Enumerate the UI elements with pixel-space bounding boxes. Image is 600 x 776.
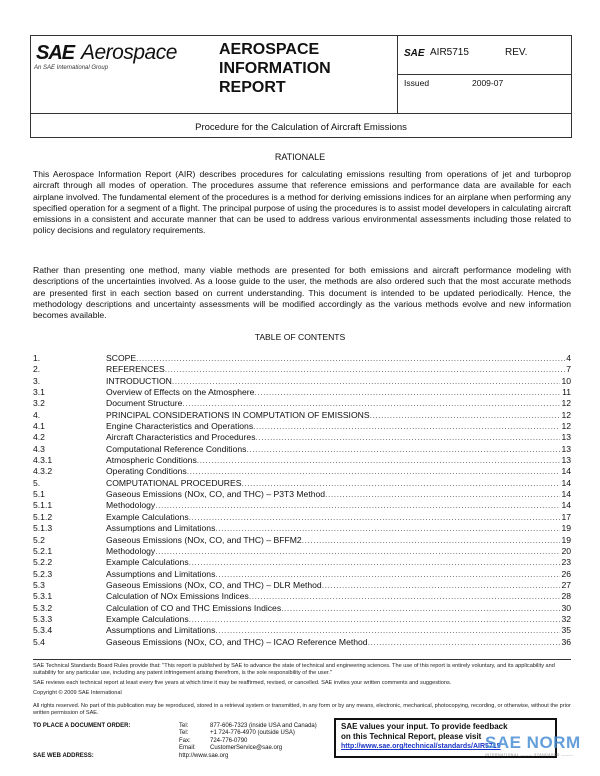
toc-leader-dots: [172, 376, 561, 387]
toc-entry[interactable]: [33, 444, 571, 455]
toc-title: Gaseous Emissions (NOx, CO, and THC) – P3T3 Method: [106, 489, 326, 500]
title-line-2: INFORMATION: [219, 60, 331, 77]
toc-title: Assumptions and Limitations: [106, 568, 216, 579]
toc-number: 3.: [33, 375, 41, 386]
toc-number: 5.1.3: [33, 523, 53, 534]
toc-entry[interactable]: [33, 500, 571, 511]
board-rules-text: SAE Technical Standards Board Rules provide that: "This report is published by SAE to advance the state of technical and engineering sciences. The use of this report is entirely voluntary, and its applicability and suitability for any particular use, including any patent infringement arising therefrom, is the sole responsibility of the user.": [33, 663, 555, 676]
toc-heading: TABLE OF CONTENTS: [254, 332, 346, 342]
issued-date: 2009-07: [472, 78, 504, 88]
toc-page-number: 19: [561, 534, 571, 545]
toc-entry[interactable]: [33, 376, 571, 387]
toc-entry[interactable]: [33, 364, 571, 375]
toc-leader-dots: [187, 466, 561, 477]
toc-title: Example Calculations: [106, 613, 189, 624]
toc-title: Gaseous Emissions (NOx, CO, and THC) – BFFM2: [106, 534, 302, 545]
contact-label: Fax:: [179, 737, 191, 744]
toc-entry[interactable]: [33, 466, 571, 477]
watermark-subtext: INTERNATIONAL ——— STANDARDS ———: [485, 753, 574, 757]
toc-number: 3.1: [33, 387, 45, 398]
divider: [398, 74, 572, 75]
toc-number: 5.3: [33, 579, 45, 590]
toc-leader-dots: [189, 614, 561, 625]
toc-number: 5.2.3: [33, 568, 53, 579]
logo-brand: SAE: [36, 42, 75, 64]
toc-entry[interactable]: [33, 580, 571, 591]
toc-page-number: 30: [561, 602, 571, 613]
toc-entry[interactable]: [33, 614, 571, 625]
phone-inside-usa: 877-606-7323 (inside USA and Canada): [210, 723, 317, 729]
toc-leader-dots: [189, 512, 561, 523]
toc-number: 5.2.1: [33, 545, 53, 556]
toc-page-number: 12: [561, 398, 571, 409]
toc-leader-dots: [189, 557, 561, 568]
title-line-1: AEROSPACE: [219, 41, 320, 58]
issued-label: Issued: [404, 78, 430, 88]
toc-page-number: 13: [561, 455, 571, 466]
toc-title: Example Calculations: [106, 557, 189, 568]
toc-entry[interactable]: [33, 569, 571, 580]
toc-page-number: 10: [561, 375, 571, 386]
toc-title: REFERENCES: [106, 364, 165, 375]
toc-entry[interactable]: [33, 603, 571, 614]
toc-title: INTRODUCTION: [106, 375, 172, 386]
web-address-link[interactable]: http://www.sae.org: [179, 753, 229, 759]
toc-page-number: 17: [561, 511, 571, 522]
toc-leader-dots: [241, 478, 560, 489]
toc-leader-dots: [215, 523, 560, 534]
toc-page-number: 11: [562, 387, 571, 398]
divider: [31, 113, 571, 114]
toc-leader-dots: [155, 546, 560, 557]
toc-number: 5.1: [33, 489, 45, 500]
toc-number: 5.3.2: [33, 602, 53, 613]
toc-entry[interactable]: [33, 387, 571, 398]
rationale-paragraph-2: Rather than presenting one method, many viable methods are presented for both emissions and aircraft performance modeling with descriptions of the uncertainties involved. As a loose guide to the user, the methods are also ordered such that the most accurate methods are presented first in each section based on current understanding. This document is intended to be updated periodically. Hence, the methodology descriptions and uncertainty assessments will be modified accordingly as the various methods evolve and new information becomes available.: [33, 265, 571, 321]
toc-title: SCOPE: [106, 353, 137, 363]
toc-entry[interactable]: [33, 535, 571, 546]
toc-page-number: 14: [561, 500, 571, 511]
toc-title: Calculation of NOx Emissions Indices: [106, 591, 249, 602]
toc-number: 3.2: [33, 398, 45, 409]
toc-leader-dots: [197, 455, 561, 466]
toc-page-number: 35: [561, 625, 571, 636]
toc-entry[interactable]: [33, 512, 571, 523]
contact-label: Email:: [179, 744, 196, 751]
logo-name: Aerospace: [81, 41, 177, 64]
table-of-contents: [33, 353, 571, 648]
toc-number: 5.: [33, 477, 41, 488]
toc-entry[interactable]: [33, 353, 571, 364]
toc-title: Computational Reference Conditions: [106, 443, 247, 454]
email-address[interactable]: CustomerService@sae.org: [210, 744, 283, 751]
toc-title: Methodology: [106, 500, 156, 511]
toc-number: 4.: [33, 409, 41, 420]
toc-leader-dots: [182, 398, 560, 409]
sae-small-logo: SAE: [404, 48, 425, 59]
toc-entry[interactable]: [33, 432, 571, 443]
toc-title: Calculation of CO and THC Emissions Indices: [106, 602, 282, 613]
toc-leader-dots: [322, 580, 561, 591]
toc-number: 5.3.4: [33, 625, 53, 636]
toc-title: Methodology: [106, 545, 156, 556]
document-number: AIR5715: [430, 47, 469, 58]
toc-number: 4.2: [33, 432, 45, 443]
footer-divider: [33, 659, 571, 660]
toc-number: 5.1.2: [33, 511, 53, 522]
toc-number: 5.1.1: [33, 500, 53, 511]
order-label: TO PLACE A DOCUMENT ORDER:: [33, 723, 131, 729]
toc-page-number: 26: [561, 568, 571, 579]
toc-leader-dots: [281, 603, 560, 614]
web-address-label: SAE WEB ADDRESS:: [33, 753, 94, 759]
toc-number: 5.4: [33, 636, 45, 647]
rights-text: All rights reserved. No part of this publication may be reproduced, stored in a retrieval system or transmitted, in any form or by any means, electronic, mechanical, photocopying, recording, or otherwise, without the prior written permission of SAE.: [33, 703, 571, 716]
toc-title: Overview of Effects on the Atmosphere: [106, 387, 255, 398]
toc-page-number: 12: [561, 421, 571, 432]
toc-leader-dots: [215, 569, 560, 580]
contact-label: Tel:: [179, 723, 189, 729]
feedback-link[interactable]: http://www.sae.org/technical/standards/AIR5715: [341, 743, 501, 750]
document-header: [30, 35, 572, 138]
toc-page-number: 7: [566, 364, 571, 375]
rationale-heading: RATIONALE: [274, 152, 326, 162]
toc-title: Operating Conditions: [106, 466, 187, 477]
toc-page-number: 23: [561, 557, 571, 568]
copyright-text: Copyright © 2009 SAE International: [33, 690, 122, 696]
toc-page-number: 14: [561, 466, 571, 477]
toc-leader-dots: [249, 591, 561, 602]
toc-page-number: 4: [566, 353, 571, 363]
toc-number: 4.3.1: [33, 455, 53, 466]
toc-page-number: 28: [561, 591, 571, 602]
document-subtitle: Procedure for the Calculation of Aircraft Emissions: [195, 122, 407, 133]
toc-entry[interactable]: [33, 557, 571, 568]
toc-entry[interactable]: [33, 546, 571, 557]
toc-title: Atmospheric Conditions: [106, 455, 197, 466]
toc-title: Assumptions and Limitations: [106, 523, 216, 534]
toc-title: Aircraft Characteristics and Procedures: [106, 432, 256, 443]
toc-entry[interactable]: [33, 410, 571, 421]
toc-entry[interactable]: [33, 591, 571, 602]
toc-title: Engine Characteristics and Operations: [106, 421, 254, 432]
toc-entry[interactable]: [33, 489, 571, 500]
toc-leader-dots: [302, 535, 561, 546]
toc-page-number: 27: [561, 579, 571, 590]
toc-title: COMPUTATIONAL PROCEDURES: [106, 477, 242, 488]
toc-leader-dots: [165, 364, 565, 375]
toc-leader-dots: [215, 625, 560, 636]
toc-entry[interactable]: [33, 478, 571, 489]
toc-leader-dots: [368, 637, 561, 648]
toc-page-number: 19: [561, 523, 571, 534]
toc-number: 2.: [33, 364, 41, 375]
toc-entry[interactable]: [33, 637, 571, 648]
toc-entry[interactable]: [33, 398, 571, 409]
toc-page-number: 12: [561, 409, 571, 420]
sae-aerospace-logo: [31, 36, 213, 113]
toc-leader-dots: [254, 387, 561, 398]
toc-number: 4.3.2: [33, 466, 53, 477]
toc-leader-dots: [155, 500, 560, 511]
review-text: SAE reviews each technical report at least every five years at which time it may be reaffirmed, revised, or cancelled. SAE invites your written comments and suggestions.: [33, 680, 452, 686]
toc-number: 1.: [33, 353, 41, 363]
feedback-line-2: on this Technical Report, please visit: [341, 731, 482, 741]
logo-tagline: An SAE International Group: [34, 65, 109, 71]
toc-page-number: 13: [561, 443, 571, 454]
toc-number: 5.2.2: [33, 557, 53, 568]
toc-title: Example Calculations: [106, 511, 189, 522]
toc-number: 5.3.1: [33, 591, 53, 602]
toc-entry[interactable]: [33, 455, 571, 466]
toc-entry[interactable]: [33, 421, 571, 432]
toc-title: Gaseous Emissions (NOx, CO, and THC) – ICAO Reference Method: [106, 636, 368, 647]
toc-page-number: 14: [561, 477, 571, 488]
toc-leader-dots: [325, 489, 560, 500]
fax-number: 724-776-0790: [210, 737, 248, 744]
toc-page-number: 36: [561, 636, 571, 647]
toc-title: PRINCIPAL CONSIDERATIONS IN COMPUTATION OF EMISSIONS: [106, 409, 370, 420]
toc-page-number: 13: [561, 432, 571, 443]
report-type-title: [213, 36, 397, 113]
phone-outside-usa: +1 724-776-4970 (outside USA): [210, 730, 295, 737]
contact-label: Tel:: [179, 730, 189, 737]
toc-leader-dots: [253, 421, 560, 432]
toc-number: 4.3: [33, 443, 45, 454]
toc-title: Assumptions and Limitations: [106, 625, 216, 636]
toc-page-number: 20: [561, 545, 571, 556]
toc-entry[interactable]: [33, 625, 571, 636]
toc-title: Gaseous Emissions (NOx, CO, and THC) – DLR Method: [106, 579, 322, 590]
toc-leader-dots: [246, 444, 560, 455]
contact-values: [210, 723, 317, 752]
feedback-line-1: SAE values your input. To provide feedback: [341, 722, 508, 731]
sae-norm-watermark: SAE NORM: [485, 733, 581, 752]
toc-leader-dots: [370, 410, 561, 421]
title-line-3: REPORT: [219, 79, 286, 96]
document-id-cell: [397, 36, 572, 113]
toc-leader-dots: [256, 432, 561, 443]
toc-page-number: 14: [561, 489, 571, 500]
rationale-paragraph-1: This Aerospace Information Report (AIR) describes procedures for calculating emissions resulting from operations of jet and turboprop aircraft through all modes of operation. The procedures assume that reference emissions and performance data are available for each airplane involved. The fundamental element of the procedures is a method for deriving emissions indices for an airplane when performing any specified operation for a segment of a flight. The principal purpose of using the procedures is to assist model developers in calculating aircraft emissions in a consistent and accurate manner that can be used to address various environmental assessments including those related to policy decisions and regulatory requirements.: [33, 169, 571, 236]
toc-number: 5.2: [33, 534, 45, 545]
toc-number: 5.3.3: [33, 613, 53, 624]
toc-entry[interactable]: [33, 523, 571, 534]
contact-labels: [179, 723, 196, 752]
toc-title: Document Structure: [106, 398, 183, 409]
toc-number: 4.1: [33, 421, 45, 432]
revision-label: REV.: [505, 47, 528, 58]
toc-leader-dots: [136, 353, 565, 364]
toc-page-number: 32: [561, 613, 571, 624]
